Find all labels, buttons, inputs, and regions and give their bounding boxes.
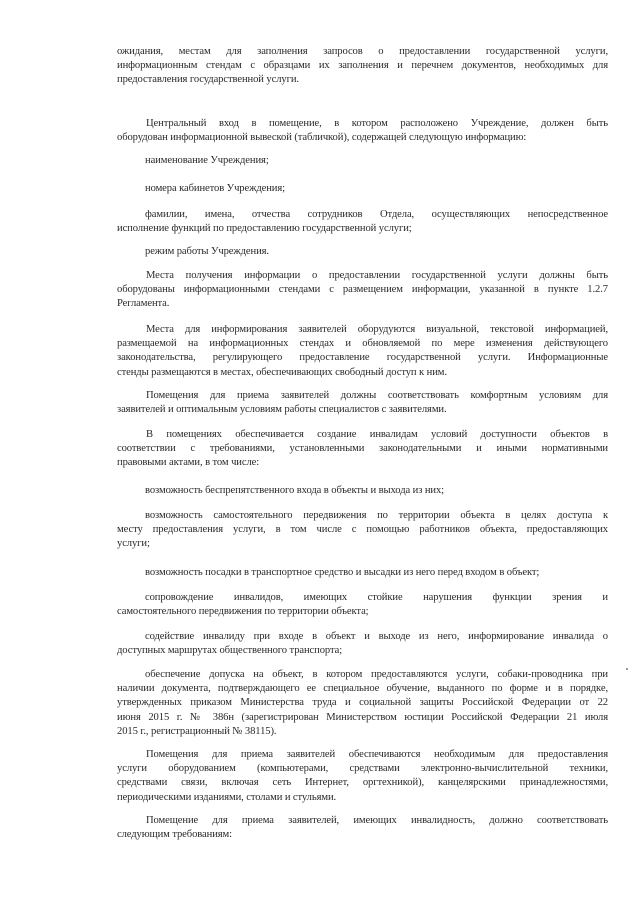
paragraph-disability-requirements <box>117 814 608 842</box>
text-line: заявителей и оптимальным условиям работы специалистов с заявителями. <box>117 404 447 416</box>
text-line: фамилии, имена, отчества сотрудников Отдела, осуществляющих непосредственное <box>145 209 608 220</box>
text-line: услуги оборудованием (компьютерами, средствами электронно-вычислительной техники, <box>117 763 608 775</box>
text-line: 2015 г., регистрационный № 38115). <box>117 725 277 737</box>
text-line: самостоятельного передвижения по территории объекта; <box>117 606 369 618</box>
paragraph-informing-places <box>117 323 608 380</box>
text-line: периодическими изданиями, столами и стульями. <box>117 791 337 803</box>
paragraph-accessibility <box>117 428 608 471</box>
paragraph-equipment <box>117 748 608 805</box>
text-line: Помещение для приема заявителей, имеющих инвалидность, должно соответствовать <box>146 815 608 826</box>
list-item-working-hours <box>145 245 607 259</box>
list-item-staff-names <box>117 208 608 236</box>
text-line: В помещениях обеспечивается создание инвалидам условий доступности объектов в <box>146 429 608 440</box>
text-line: правовыми актами, в том числе: <box>117 457 260 469</box>
list-item-assistance <box>117 630 608 658</box>
list-item-guide-dog <box>117 668 608 739</box>
text-line: следующим требованиям: <box>117 829 232 841</box>
list-item-independent-movement <box>117 509 608 552</box>
scan-speck <box>626 668 628 670</box>
text-line: стенды размещаются в местах, обеспечивающих свободный доступ к ним. <box>117 366 447 378</box>
text-line: июня 2015 г. № 386н (зарегистрирован Министерством юстиции Российской Федерации 21 июля <box>117 711 608 723</box>
text-line: номера кабинетов Учреждения; <box>145 183 285 194</box>
text-line: сопровождение инвалидов, имеющих стойкие нарушения функции зрения и <box>145 592 608 603</box>
text-line: Помещения для приема заявителей обеспечиваются необходимым для предоставления <box>146 749 608 760</box>
text-line: утвержденных приказом Министерства труда и социальной защиты Российской Федерации от 22 <box>117 697 608 709</box>
text-line: исполнение функций по предоставлению государственной услуги; <box>117 223 412 235</box>
text-line: доступных маршрутах общественного транспорта; <box>117 645 343 657</box>
text-line: содействие инвалиду при входе в объект и выходе из него, информирование инвалида о <box>145 631 608 642</box>
text-line: Места для информирования заявителей оборудуются визуальной, текстовой информацией, <box>146 324 608 335</box>
text-line: возможность самостоятельного передвижения по территории объекта в целях доступа к <box>145 510 608 521</box>
text-line: средствами связи, включая сеть Интернет, оргтехникой), канцелярскими принадлежностями, <box>117 777 608 789</box>
paragraph-waiting-areas <box>117 45 608 88</box>
text-line: возможность беспрепятственного входа в объекты и выхода из них; <box>145 485 445 496</box>
text-line: предоставления государственной услуги. <box>117 74 299 86</box>
text-line: обеспечение допуска на объект, в котором предоставляются услуги, собаки-проводника при <box>145 669 608 680</box>
text-line: месту предоставления услуги, в том числе с помощью работников объекта, предоставляющих <box>117 524 608 536</box>
text-line: законодательства, регулирующего предоставление государственной услуги. Информационные <box>117 352 608 364</box>
text-line: Центральный вход в помещение, в котором расположено Учреждение, должен быть <box>146 118 608 129</box>
paragraph-info-stands <box>117 269 608 312</box>
text-line: наличии документа, подтверждающего ее специальное обучение, выданного по форме и в порядке, <box>117 683 608 695</box>
list-item-boarding-transport <box>145 566 607 580</box>
text-line: возможность посадки в транспортное средство и высадки из него перед входом в объект; <box>145 567 540 578</box>
text-line: наименование Учреждения; <box>145 155 269 166</box>
text-line: ожидания, местам для заполнения запросов о предоставлении государственной услуги, <box>117 46 608 57</box>
text-line: Места получения информации о предоставлении государственной услуги должны быть <box>146 270 608 281</box>
text-line: соответствии с требованиями, установленными законодательными и иными нормативными <box>117 443 608 455</box>
text-line: Регламента. <box>117 298 170 310</box>
paragraph-reception-rooms <box>117 389 608 417</box>
text-line: Помещения для приема заявителей должны соответствовать комфортным условиям для <box>146 390 608 401</box>
text-line: информационным стендам с образцами их заполнения и перечнем документов, необходимых для <box>117 60 608 72</box>
text-line: режим работы Учреждения. <box>145 246 269 257</box>
list-item-escort <box>117 591 608 619</box>
text-line: оборудован информационной вывеской (табличкой), содержащей следующую информацию: <box>117 132 527 144</box>
paragraph-central-entrance <box>117 117 608 145</box>
text-line: услуги; <box>117 538 150 550</box>
text-line: размещаемой на информационных стендах и обновляемой по мере изменения действующего <box>117 338 608 350</box>
list-item-institution-name <box>145 154 607 168</box>
list-item-office-numbers <box>145 182 607 196</box>
text-line: оборудованы информационными стендами с размещением информации, указанной в пункте 1.2.7 <box>117 284 608 296</box>
list-item-free-entry <box>145 484 607 498</box>
